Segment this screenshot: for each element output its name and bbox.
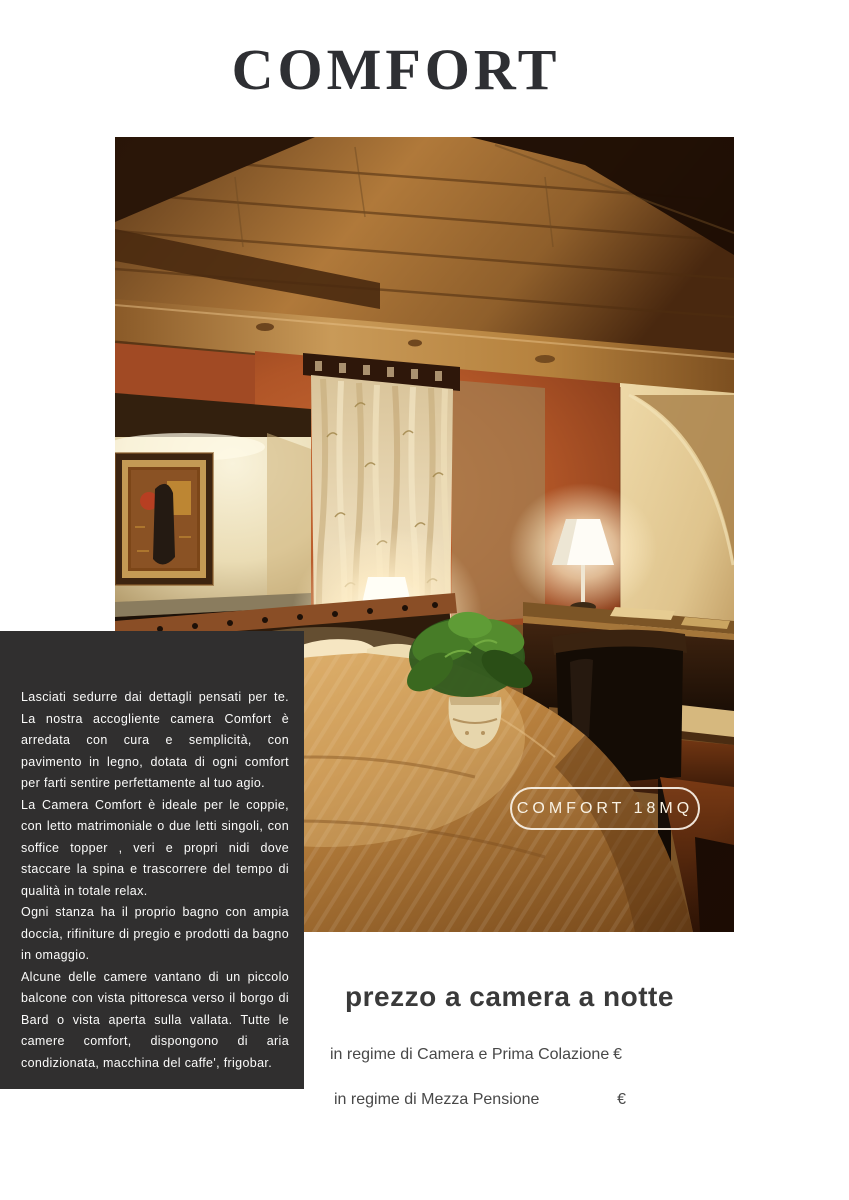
description-panel [0,631,304,1089]
description-paragraph: Lasciati sedurre dai dettagli pensati per te. La nostra accogliente camera Comfort è arredata con cura e semplicità, con pavimento in legno, dotata di ogni comfort per farti sentire perfettamente al tuo agio. [21,690,289,790]
price-row-currency: € [617,1091,626,1108]
price-row-label: in regime di Mezza Pensione [334,1091,540,1108]
price-row-currency: € [613,1046,622,1063]
room-size-badge-label: COMFORT 18MQ [516,799,694,817]
description-paragraph: La Camera Comfort è ideale per le coppie, con letto matrimoniale o due letti singoli, con soffice topper , veri e propri nidi dove staccare la spina e trascorrere del tempo di qualità in totale relax. [21,797,289,898]
page-title: COMFORT [231,37,561,102]
description-paragraph: Ogni stanza ha il proprio bagno con ampia doccia, rifiniture di pregio e prodotti da bagno in omaggio. [21,905,289,962]
description-paragraph: Alcune delle camere vantano di un piccolo balcone con vista pittoresca verso il borgo di Bard o vista aperta sulla vallata. Tutte le camere comfort, dispongono di aria condizionata, macchina del caffe', frigobar. [21,969,289,1070]
room-size-badge [510,787,700,830]
pricing-heading: prezzo a camera a notte [345,981,674,1012]
price-row [334,1091,626,1109]
price-row [330,1046,622,1064]
price-row-label: in regime di Camera e Prima Colazione [330,1046,610,1063]
